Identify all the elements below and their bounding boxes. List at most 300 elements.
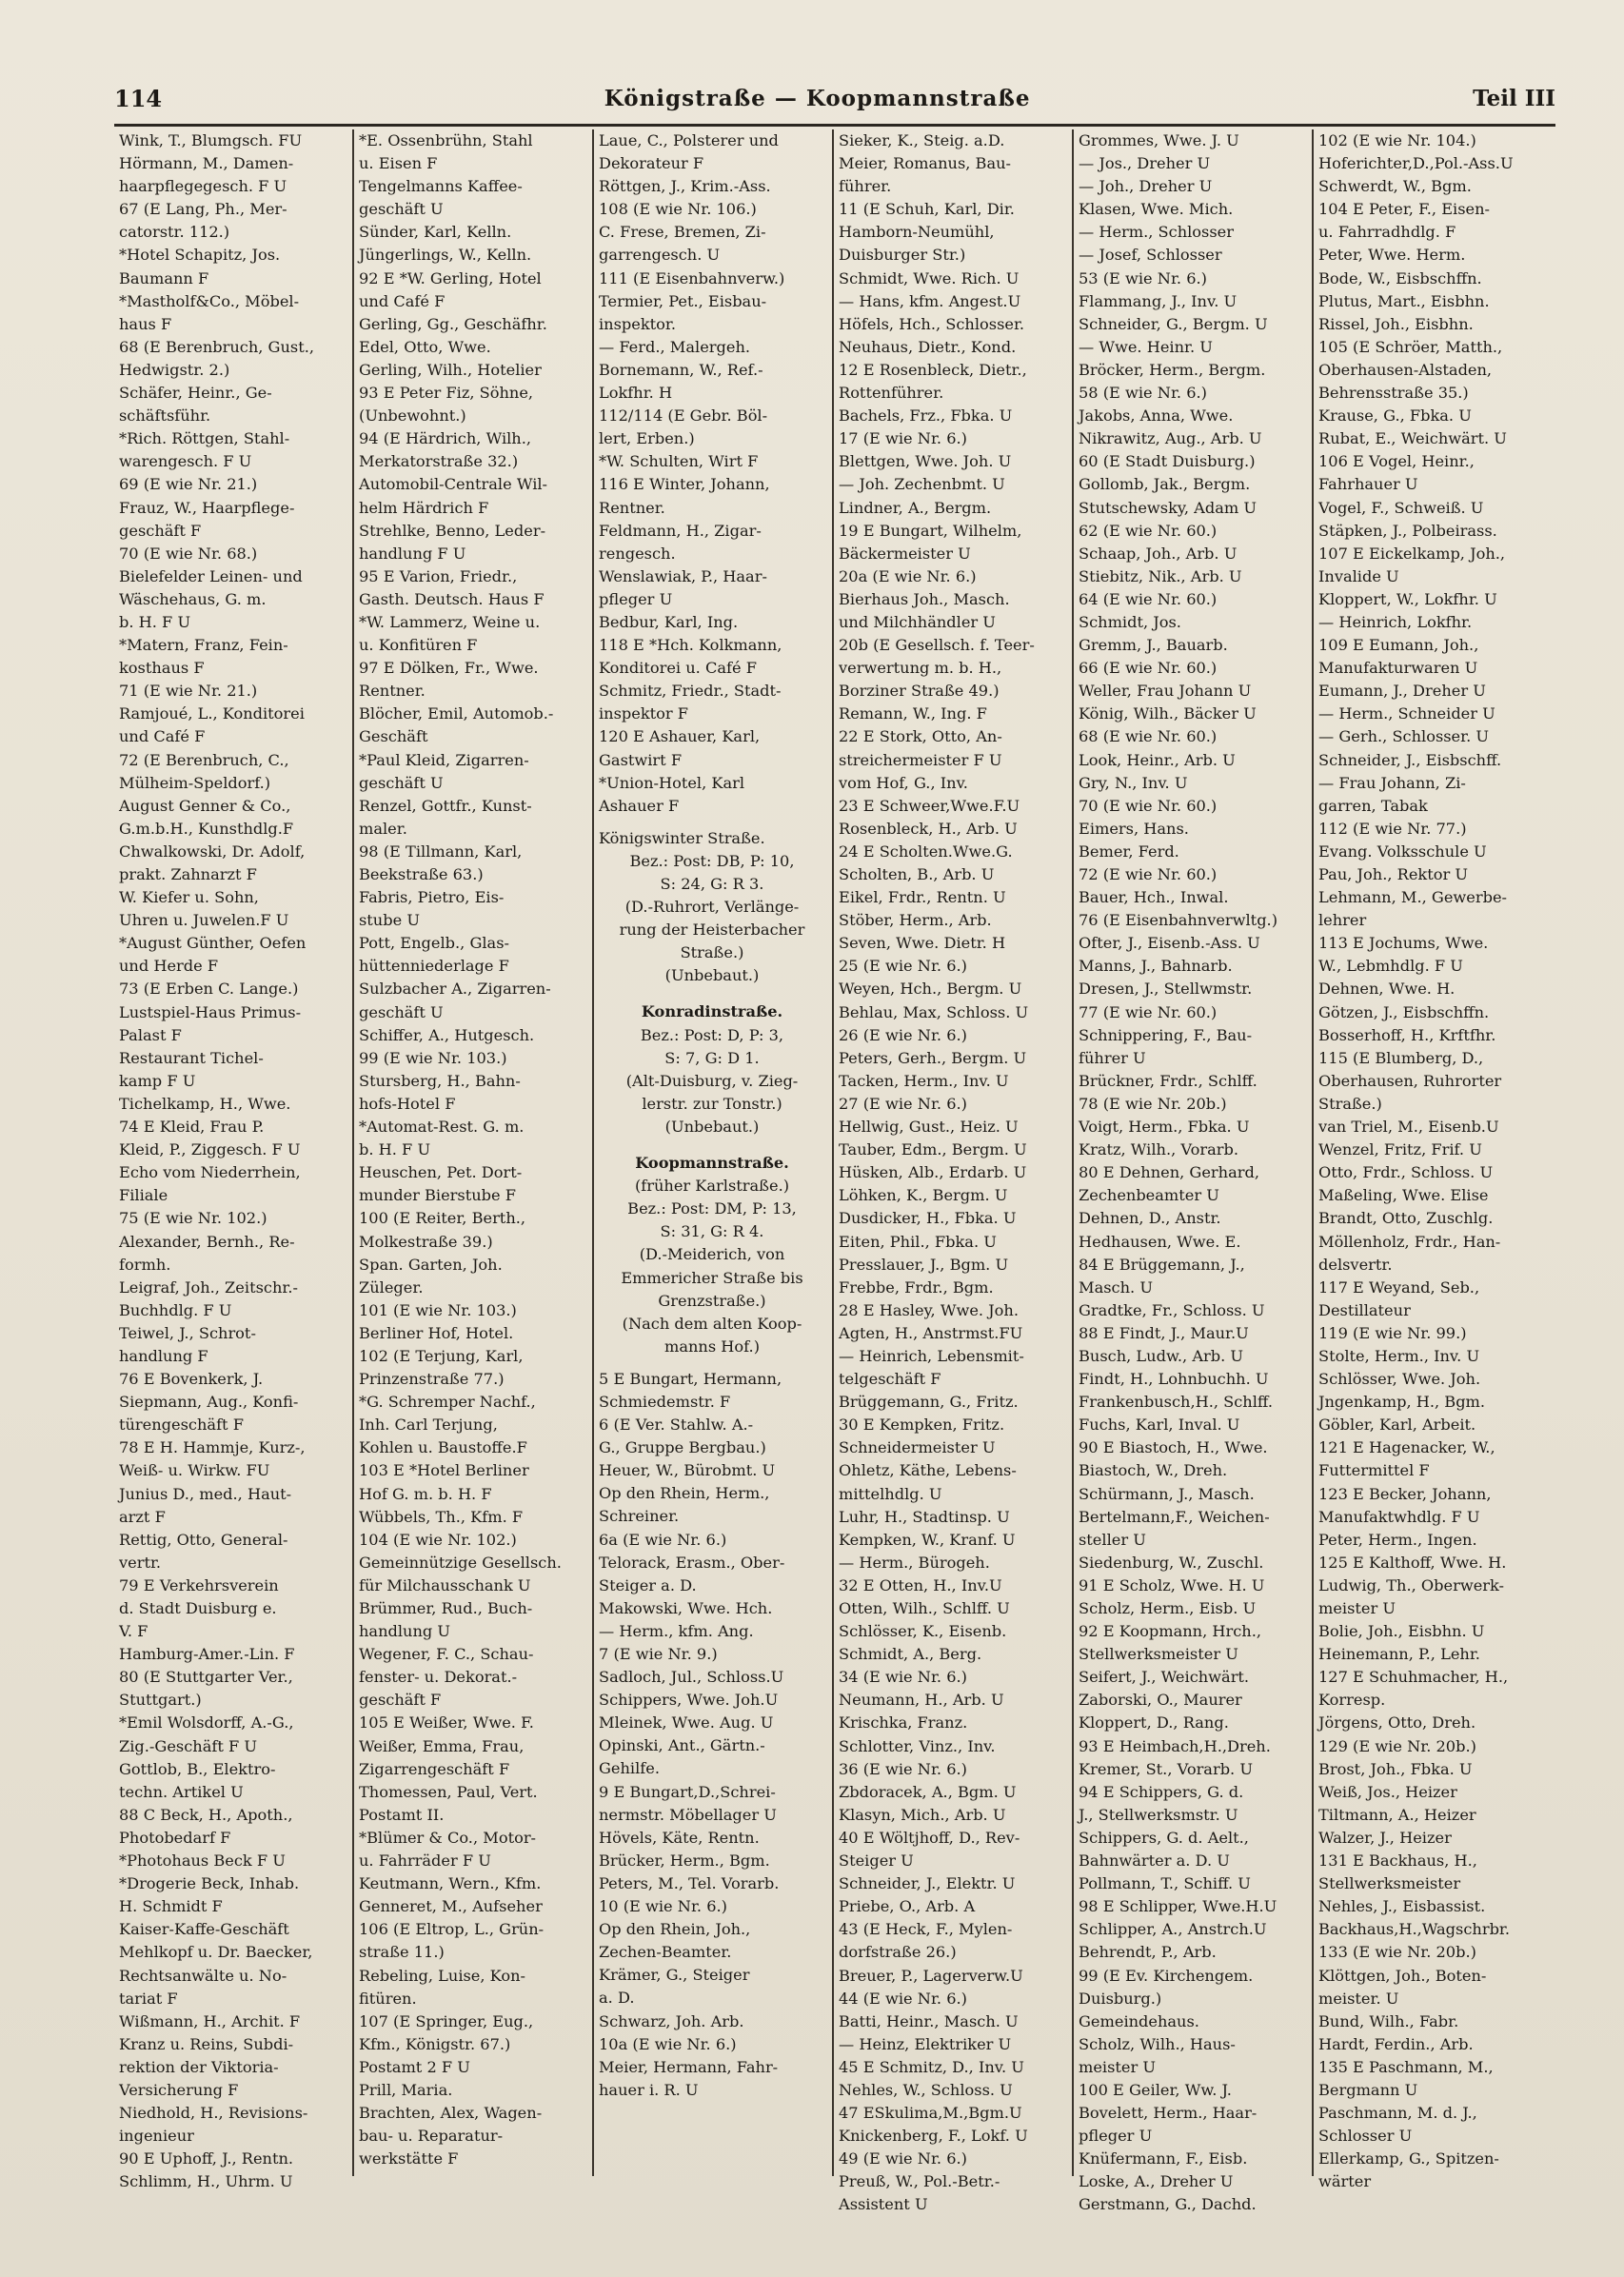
directory-line: fitüren. (359, 1989, 417, 2008)
directory-line: Hamburg-Amer.-Lin. F (119, 1645, 295, 1664)
directory-line: *Emil Wolsdorff, A.-G., (119, 1713, 294, 1732)
directory-line: und Herde F (119, 957, 219, 976)
directory-line: Schwerdt, W., Bgm. (1318, 177, 1472, 196)
directory-line: Krämer, G., Steiger (599, 1966, 750, 1985)
directory-line: Look, Heinr., Arb. U (1079, 750, 1236, 769)
directory-line: 22 E Stork, Otto, An- (839, 727, 1002, 746)
directory-line: 27 (E wie Nr. 6.) (839, 1094, 967, 1113)
directory-line: Buchhdlg. F U (119, 1300, 232, 1319)
directory-line: geschäft U (359, 200, 444, 219)
directory-line: Luhr, H., Stadtinsp. U (839, 1507, 1010, 1526)
directory-line: a. D. (599, 1989, 635, 2008)
directory-line: Klasen, Wwe. Mich. (1079, 200, 1234, 219)
directory-line: 90 E Biastoch, H., Wwe. (1079, 1438, 1268, 1457)
directory-line: inspektor F (599, 704, 689, 723)
directory-line: Hövels, Käte, Rentn. (599, 1828, 760, 1847)
directory-line: 98 (E Tillmann, Karl, (359, 842, 523, 861)
directory-line: geschäft U (359, 773, 444, 792)
directory-line: 45 E Schmitz, D., Inv. U (839, 2057, 1024, 2076)
page-number: 114 (114, 84, 163, 112)
directory-line: Telorack, Erasm., Ober- (599, 1553, 785, 1572)
directory-line: Weyen, Hch., Bergm. U (839, 980, 1022, 999)
directory-line: 88 E Findt, J., Maur.U (1079, 1323, 1249, 1342)
directory-line: 105 (E Schröer, Matth., (1318, 337, 1503, 356)
directory-line: Eiten, Phil., Fbka. U (839, 1232, 997, 1251)
directory-line: Rosenbleck, H., Arb. U (839, 819, 1018, 838)
directory-line: Op den Rhein, Herm., (599, 1484, 770, 1503)
directory-line: Makowski, Wwe. Hch. (599, 1598, 773, 1617)
directory-line: Wißmann, H., Archit. F (119, 2011, 301, 2030)
directory-line: formh. (119, 1255, 171, 1274)
directory-line: *Paul Kleid, Zigarren- (359, 750, 529, 769)
directory-line: stube U (359, 911, 420, 930)
directory-line: *G. Schremper Nachf., (359, 1393, 536, 1412)
directory-line: Knüfermann, F., Eisb. (1079, 2149, 1248, 2168)
directory-line: 73 (E Erben C. Lange.) (119, 980, 299, 999)
directory-line: Rentner. (359, 682, 426, 701)
directory-line: catorstr. 112.) (119, 223, 230, 242)
directory-line: 92 E Koopmann, Hrch., (1079, 1622, 1261, 1641)
directory-line: 30 E Kempken, Fritz. (839, 1416, 1005, 1435)
directory-line: Agten, H., Anstrmst.FU (839, 1323, 1023, 1342)
directory-line: (Unbebaut.) (664, 966, 760, 985)
directory-line: Bez.: Post: DB, P: 10, (629, 851, 795, 870)
directory-line: Schnippering, F., Bau- (1079, 1025, 1253, 1044)
directory-line: Teiwel, J., Schrot- (119, 1323, 256, 1342)
directory-line: Wenslawiak, P., Haar- (599, 566, 767, 585)
directory-line: pfleger U (599, 589, 673, 608)
directory-line: Kempken, W., Kranf. U (839, 1530, 1016, 1549)
directory-line: Nehles, J., Eisbassist. (1318, 1897, 1486, 1916)
directory-line: (Alt-Duisburg, v. Zieg- (625, 1071, 799, 1090)
directory-line: 94 E Schippers, G. d. (1079, 1782, 1244, 1801)
directory-line: Heuer, W., Bürobmt. U (599, 1461, 776, 1480)
directory-line: Preuß, W., Pol.-Betr.- (839, 2172, 1000, 2191)
directory-line: 40 E Wöltjhoff, D., Rev- (839, 1828, 1020, 1847)
directory-line: Schürmann, J., Masch. (1079, 1484, 1255, 1503)
directory-line: b. H. F U (119, 612, 191, 631)
directory-line: d. Stadt Duisburg e. (119, 1599, 277, 1617)
directory-line: 68 (E wie Nr. 60.) (1079, 727, 1218, 746)
directory-line: Edel, Otto, Wwe. (359, 337, 491, 356)
directory-line: Sünder, Karl, Kelln. (359, 223, 512, 242)
directory-line: 78 (E wie Nr. 20b.) (1079, 1094, 1227, 1113)
directory-line: Zechen-Beamter. (599, 1943, 732, 1962)
directory-line: — Gerh., Schlosser. U (1318, 727, 1490, 746)
directory-line: 84 E Brüggemann, J., (1079, 1255, 1245, 1274)
directory-line: Hellwig, Gust., Heiz. U (839, 1118, 1019, 1137)
directory-line: Frankenbusch,H., Schlff. (1079, 1393, 1273, 1412)
directory-line: 100 (E Reiter, Berth., (359, 1209, 526, 1228)
directory-line: Ramjoué, L., Konditorei (119, 704, 305, 723)
directory-line: Otten, Wilh., Schlff. U (839, 1599, 1010, 1617)
directory-line: maler. (359, 819, 407, 838)
directory-line: Evang. Volksschule U (1318, 842, 1487, 861)
directory-line: Uhren u. Juwelen.F U (119, 911, 289, 930)
directory-line: Siedenburg, W., Zuschl. (1079, 1553, 1264, 1572)
directory-line: 112 (E wie Nr. 77.) (1318, 819, 1467, 838)
directory-line: hofs-Hotel F (359, 1094, 456, 1113)
directory-line: Kremer, St., Vorarb. U (1079, 1759, 1253, 1778)
directory-line: Gollomb, Jak., Bergm. (1079, 475, 1251, 494)
directory-line: Löhken, K., Bergm. U (839, 1186, 1008, 1205)
directory-line: Peters, M., Tel. Vorarb. (599, 1873, 780, 1892)
directory-line: Peters, Gerh., Bergm. U (839, 1048, 1027, 1067)
directory-line: Meier, Hermann, Fahr- (599, 2057, 779, 2076)
directory-line: Plutus, Mart., Eisbhn. (1318, 291, 1490, 310)
directory-line: Op den Rhein, Joh., (599, 1920, 751, 1939)
directory-line: Götzen, J., Eisbschffn. (1318, 1002, 1490, 1021)
directory-line: Otto, Frdr., Schloss. U (1318, 1163, 1494, 1182)
directory-line: 115 (E Blumberg, D., (1318, 1048, 1484, 1067)
directory-line: führer. (839, 177, 892, 196)
directory-line: 101 (E wie Nr. 103.) (359, 1300, 517, 1319)
directory-line: Jakobs, Anna, Wwe. (1079, 406, 1234, 426)
directory-line: u. Konfitüren F (359, 636, 478, 655)
directory-line: Backhaus,H.,Wagschrbr. (1318, 1920, 1511, 1939)
directory-line: Schmidt, A., Berg. (839, 1645, 982, 1664)
directory-line: Meier, Romanus, Bau- (839, 154, 1011, 173)
directory-line: 72 (E Berenbruch, C., (119, 750, 289, 769)
directory-line: Geschäft (359, 727, 428, 746)
directory-line: Peter, Wwe. Herm. (1318, 246, 1466, 265)
directory-line: Jngenkamp, H., Bgm. (1318, 1393, 1486, 1412)
directory-line: Steiger a. D. (599, 1575, 697, 1594)
directory-line: Schreiner. (599, 1507, 680, 1526)
directory-line: — Josef, Schlosser (1079, 246, 1222, 265)
directory-line: — Heinrich, Lokfhr. (1318, 612, 1473, 631)
directory-line: b. H. F U (359, 1140, 431, 1159)
directory-line: S: 24, G: R 3. (660, 875, 764, 893)
directory-line: 107 E Eickelkamp, Joh., (1318, 544, 1506, 563)
directory-line: Röttgen, J., Krim.-Ass. (599, 177, 771, 196)
directory-line: 129 (E wie Nr. 20b.) (1318, 1736, 1476, 1755)
directory-line: Sieker, K., Steig. a.D. (839, 131, 1005, 149)
directory-line: vom Hof, G., Inv. (839, 773, 968, 792)
directory-line: Alexander, Bernh., Re- (119, 1232, 295, 1251)
directory-line: meister U (1079, 2057, 1157, 2076)
directory-line: Busch, Ludw., Arb. U (1079, 1346, 1244, 1365)
directory-line: 99 (E Ev. Kirchengem. (1079, 1966, 1254, 1985)
directory-line: 90 E Uphoff, J., Rentn. (119, 2149, 294, 2168)
directory-line: Rettig, Otto, General- (119, 1530, 288, 1549)
directory-line: — Ferd., Malergeh. (599, 337, 751, 356)
directory-line: Brümmer, Rud., Buch- (359, 1599, 533, 1617)
directory-line: Masch. U (1079, 1277, 1153, 1297)
directory-line: Wegener, F. C., Schau- (359, 1645, 534, 1664)
directory-line: 10a (E wie Nr. 6.) (599, 2034, 737, 2053)
directory-line: G.m.b.H., Kunsthdlg.F (119, 819, 294, 838)
directory-line: handlung F U (359, 544, 466, 563)
directory-line: Voigt, Herm., Fbka. U (1079, 1118, 1250, 1137)
directory-line: Ashauer F (599, 796, 680, 815)
directory-line: S: 7, G: D 1. (664, 1048, 760, 1067)
directory-line: ingenieur (119, 2127, 194, 2146)
directory-line: 60 (E Stadt Duisburg.) (1079, 452, 1256, 471)
directory-line: Seven, Wwe. Dietr. H (839, 934, 1006, 953)
directory-line: — Heinrich, Lebensmit- (839, 1346, 1024, 1365)
directory-line: Bäckermeister U (839, 544, 971, 563)
directory-line: Bez.: Post: DM, P: 13, (627, 1199, 797, 1218)
directory-line: Züleger. (359, 1277, 424, 1297)
directory-line: Prill, Maria. (359, 2080, 453, 2099)
directory-line: 6a (E wie Nr. 6.) (599, 1530, 727, 1549)
directory-line: Ofter, J., Eisenb.-Ass. U (1079, 934, 1260, 953)
directory-line: Priebe, O., Arb. A (839, 1897, 976, 1916)
directory-line: Nikrawitz, Aug., Arb. U (1079, 429, 1262, 448)
directory-line: Kratz, Wilh., Vorarb. (1079, 1140, 1238, 1159)
directory-line: Rebeling, Luise, Kon- (359, 1966, 525, 1985)
directory-line: verwertung m. b. H., (839, 659, 1002, 678)
directory-line: Hedhausen, Wwe. E. (1079, 1232, 1241, 1251)
directory-line: C. Frese, Bremen, Zi- (599, 223, 766, 242)
directory-line: Manufakturwaren U (1318, 659, 1478, 678)
directory-line: Jüngerlings, W., Kelln. (359, 246, 532, 265)
directory-line: Stellwerksmeister (1318, 1874, 1461, 1893)
directory-line: Pott, Engelb., Glas- (359, 934, 509, 953)
directory-line: 32 E Otten, H., Inv.U (839, 1575, 1002, 1594)
directory-line: 80 E Dehnen, Gerhard, (1079, 1163, 1259, 1182)
directory-line: Palast F (119, 1025, 182, 1044)
directory-line: 36 (E wie Nr. 6.) (839, 1759, 967, 1778)
directory-line: meister U (1318, 1599, 1396, 1617)
directory-line: straße 11.) (359, 1943, 445, 1962)
directory-line: Pau, Joh., Rektor U (1318, 865, 1468, 883)
directory-line: Kaiser-Kaffe-Geschäft (119, 1920, 289, 1939)
column-2 (354, 129, 594, 2176)
directory-line: Krause, G., Fbka. U (1318, 406, 1472, 426)
directory-line: handlung U (359, 1622, 451, 1641)
directory-line: 12 E Rosenbleck, Dietr., (839, 360, 1027, 379)
directory-line: 75 (E wie Nr. 102.) (119, 1209, 267, 1228)
directory-line: Laue, C., Polsterer und (599, 131, 779, 149)
directory-line: bau- u. Reparatur- (359, 2127, 504, 2146)
directory-line: Lokfhr. H (599, 384, 673, 403)
directory-line: 97 E Dölken, Fr., Wwe. (359, 659, 539, 678)
directory-line: 99 (E wie Nr. 103.) (359, 1048, 507, 1067)
directory-line: Duisburger Str.) (839, 246, 966, 265)
directory-line: hauer i. R. U (599, 2080, 699, 2099)
directory-line: Niedhold, H., Revisions- (119, 2104, 308, 2123)
directory-line: Bahnwärter a. D. U (1079, 1851, 1230, 1871)
directory-line: Kleid, P., Ziggesch. F U (119, 1140, 301, 1159)
directory-line: 76 E Bovenkerk, J. (119, 1370, 264, 1389)
directory-line: Göbler, Karl, Arbeit. (1318, 1416, 1476, 1435)
directory-line: Hamborn-Neumühl, (839, 223, 995, 242)
directory-line: Renzel, Gottfr., Kunst- (359, 796, 532, 815)
directory-line: (Unbebaut.) (664, 1117, 760, 1136)
directory-line: 25 (E wie Nr. 6.) (839, 957, 967, 976)
directory-line: *Rich. Röttgen, Stahl- (119, 429, 290, 448)
directory-line: 72 (E wie Nr. 60.) (1079, 865, 1218, 883)
directory-line: rung der Heisterbacher (619, 921, 805, 940)
directory-line: Duisburg.) (1079, 1989, 1162, 2008)
directory-line: Gerstmann, G., Dachd. (1079, 2195, 1257, 2214)
directory-line: vertr. (119, 1553, 162, 1572)
directory-line: Gemeindehaus. (1079, 2011, 1199, 2030)
directory-line: Stursberg, H., Bahn- (359, 1071, 521, 1090)
directory-line: u. Fahrräder F U (359, 1851, 491, 1871)
directory-line: Wink, T., Blumgsch. FU (119, 131, 303, 149)
directory-line: 111 (E Eisenbahnverw.) (599, 268, 785, 287)
directory-line: Ohletz, Käthe, Lebens- (839, 1461, 1017, 1480)
directory-line: Ellerkamp, G., Spitzen- (1318, 2149, 1499, 2168)
directory-line: 119 (E wie Nr. 99.) (1318, 1323, 1467, 1342)
directory-line: *Blümer & Co., Motor- (359, 1828, 537, 1847)
directory-line: 121 E Hagenacker, W., (1318, 1438, 1495, 1457)
directory-line: Destillateur (1318, 1300, 1411, 1319)
directory-line: Scholz, Herm., Eisb. U (1079, 1599, 1257, 1617)
directory-line: Frauz, W., Haarpflege- (119, 498, 295, 517)
directory-line: Schäfer, Heinr., Ge- (119, 384, 272, 403)
directory-line: Stolte, Herm., Inv. U (1318, 1346, 1480, 1365)
directory-line: 80 (E Stuttgarter Ver., (119, 1668, 293, 1687)
directory-line: Assistent U (839, 2195, 928, 2214)
directory-line: Manufaktwhdlg. F U (1318, 1507, 1480, 1526)
directory-line: Korresp. (1318, 1691, 1386, 1710)
directory-line: Dusdicker, H., Fbka. U (839, 1209, 1017, 1228)
directory-line: Schippers, G. d. Aelt., (1079, 1828, 1249, 1847)
directory-line: 102 (E wie Nr. 104.) (1318, 131, 1476, 149)
directory-line: Tichelkamp, H., Wwe. (119, 1094, 291, 1113)
directory-line: Schneider, G., Bergm. U (1079, 314, 1268, 333)
directory-line: prakt. Zahnarzt F (119, 865, 257, 883)
directory-line: Schneider, J., Elektr. U (839, 1874, 1016, 1893)
directory-line: Paschmann, M. d. J., (1318, 2104, 1477, 2123)
directory-line: Kloppert, D., Rang. (1079, 1713, 1229, 1732)
directory-line: 120 E Ashauer, Karl, (599, 727, 761, 746)
directory-line: 117 E Weyand, Seb., (1318, 1277, 1480, 1297)
directory-line: kamp F U (119, 1071, 196, 1090)
directory-line: haus F (119, 314, 172, 333)
directory-line: Manns, J., Bahnarb. (1079, 957, 1233, 976)
directory-line: hüttenniederlage F (359, 957, 509, 976)
directory-line: Remann, W., Ing. F (839, 704, 987, 723)
directory-line: 26 (E wie Nr. 6.) (839, 1025, 967, 1044)
directory-line: Automobil-Centrale Wil- (359, 475, 548, 494)
directory-line: 106 E Vogel, Heinr., (1318, 452, 1475, 471)
directory-line: — Herm., Bürogeh. (839, 1553, 990, 1572)
directory-line: Weiß- u. Wirkw. FU (119, 1461, 270, 1480)
directory-line: 11 (E Schuh, Karl, Dir. (839, 200, 1015, 219)
directory-line: Maßeling, Wwe. Elise (1318, 1186, 1489, 1205)
directory-line: Dekorateur F (599, 154, 704, 173)
directory-line: Neuhaus, Dietr., Kond. (839, 337, 1017, 356)
directory-line: 66 (E wie Nr. 60.) (1079, 659, 1218, 678)
directory-line: Schiffer, A., Hutgesch. (359, 1025, 535, 1044)
directory-line: *W. Schulten, Wirt F (599, 452, 759, 471)
directory-line: 76 (E Eisenbahnverwltg.) (1079, 911, 1278, 930)
directory-line: Nehles, W., Schloss. U (839, 2080, 1013, 2099)
directory-line: Versicherung F (119, 2080, 239, 2099)
directory-line: Leigraf, Joh., Zeitschr.- (119, 1277, 298, 1297)
directory-line: Findt, H., Lohnbuchh. U (1079, 1370, 1269, 1389)
directory-line: Lehmann, M., Gewerbe- (1318, 888, 1508, 907)
directory-line: 109 E Eumann, Joh., (1318, 636, 1479, 655)
directory-line: — Herm., kfm. Ang. (599, 1621, 754, 1640)
directory-line: munder Bierstube F (359, 1186, 516, 1205)
directory-line: Photobedarf F (119, 1828, 231, 1847)
directory-line: Blöcher, Emil, Automob.- (359, 704, 554, 723)
directory-line: Bez.: Post: D, P: 3, (640, 1025, 784, 1044)
directory-line: telgeschäft F (839, 1370, 941, 1389)
directory-line: Inh. Carl Terjung, (359, 1416, 498, 1435)
directory-line: Weißer, Emma, Frau, (359, 1736, 525, 1755)
directory-line: Stiebitz, Nik., Arb. U (1079, 566, 1242, 585)
directory-line: techn. Artikel U (119, 1782, 244, 1801)
directory-line: Hüsken, Alb., Erdarb. U (839, 1163, 1027, 1182)
directory-line: Behrendt, P., Arb. (1079, 1943, 1217, 1962)
directory-line: 34 (E wie Nr. 6.) (839, 1668, 967, 1687)
directory-line: arzt F (119, 1507, 166, 1526)
directory-line: — Wwe. Heinr. U (1079, 337, 1213, 356)
directory-line: — Herm., Schneider U (1318, 704, 1495, 723)
directory-line: 20a (E wie Nr. 6.) (839, 566, 977, 585)
directory-line: Grommes, Wwe. J. U (1079, 131, 1239, 149)
directory-line: Behrensstraße 35.) (1318, 384, 1469, 403)
directory-line: Tacken, Herm., Inv. U (839, 1071, 1009, 1090)
directory-line: Postamt 2 F U (359, 2057, 470, 2076)
directory-line: 88 C Beck, H., Apoth., (119, 1805, 293, 1824)
directory-line: Borziner Straße 49.) (839, 682, 1000, 701)
directory-line: Dehnen, Wwe. H. (1318, 980, 1456, 999)
directory-line: Höfels, Hch., Schlosser. (839, 314, 1025, 333)
directory-line: August Genner & Co., (119, 796, 291, 815)
directory-line: dorfstraße 26.) (839, 1943, 957, 1962)
directory-line: geschäft F (359, 1691, 442, 1710)
directory-line: Gastwirt F (599, 750, 683, 769)
directory-line: Klasyn, Mich., Arb. U (839, 1805, 1006, 1824)
directory-line: Hedwigstr. 2.) (119, 360, 230, 379)
directory-line: 104 E Peter, F., Eisen- (1318, 200, 1491, 219)
directory-columns (114, 129, 1555, 2214)
directory-line: 5 E Bungart, Hermann, (599, 1369, 782, 1388)
directory-line: Stellwerksmeister U (1079, 1645, 1238, 1664)
directory-line: Gerling, Gg., Geschäfhr. (359, 314, 547, 333)
directory-line: Bolie, Joh., Eisbhn. U (1318, 1622, 1485, 1641)
directory-line: garren, Tabak (1318, 796, 1428, 815)
directory-line: König, Wilh., Bäcker U (1079, 704, 1257, 723)
column-3 (594, 129, 834, 2176)
directory-line: kosthaus F (119, 659, 205, 678)
directory-line: Knickenberg, F., Lokf. U (839, 2127, 1028, 2146)
page-title: Königstraße — Koopmannstraße (604, 85, 1031, 111)
directory-line: Kohlen u. Baustoffe.F (359, 1438, 527, 1457)
directory-line: Schlimm, H., Uhrm. U (119, 2172, 293, 2191)
directory-line: Vogel, F., Schweiß. U (1318, 498, 1484, 517)
directory-line: Bornemann, W., Ref.- (599, 360, 763, 379)
directory-line: Schlösser, Wwe. Joh. (1318, 1370, 1481, 1389)
directory-line: 118 E *Hch. Kolkmann, (599, 636, 782, 655)
directory-line: lehrer (1318, 911, 1367, 930)
directory-line: *August Günther, Oefen (119, 934, 307, 953)
directory-line: fenster- u. Dekorat.- (359, 1668, 518, 1687)
directory-line: Feldmann, H., Zigar- (599, 521, 762, 540)
directory-line: Batti, Heinr., Masch. U (839, 2011, 1019, 2030)
directory-line: Dresen, J., Stellwmstr. (1079, 980, 1253, 999)
directory-line: meister. U (1318, 1989, 1399, 2008)
directory-line: — Heinz, Elektriker U (839, 2034, 1012, 2053)
directory-line: (früher Karlstraße.) (634, 1177, 790, 1196)
directory-line: und Café F (119, 727, 206, 746)
directory-line: Lindner, A., Bergm. (839, 498, 992, 517)
header-rule (114, 124, 1555, 127)
directory-line: — Herm., Schlosser (1079, 223, 1234, 242)
directory-line: Kfm., Königstr. 67.) (359, 2034, 511, 2053)
directory-line: Strehlke, Benno, Leder- (359, 521, 546, 540)
directory-line: 9 E Bungart,D.,Schrei- (599, 1782, 776, 1801)
directory-line: 67 (E Lang, Ph., Mer- (119, 200, 287, 219)
